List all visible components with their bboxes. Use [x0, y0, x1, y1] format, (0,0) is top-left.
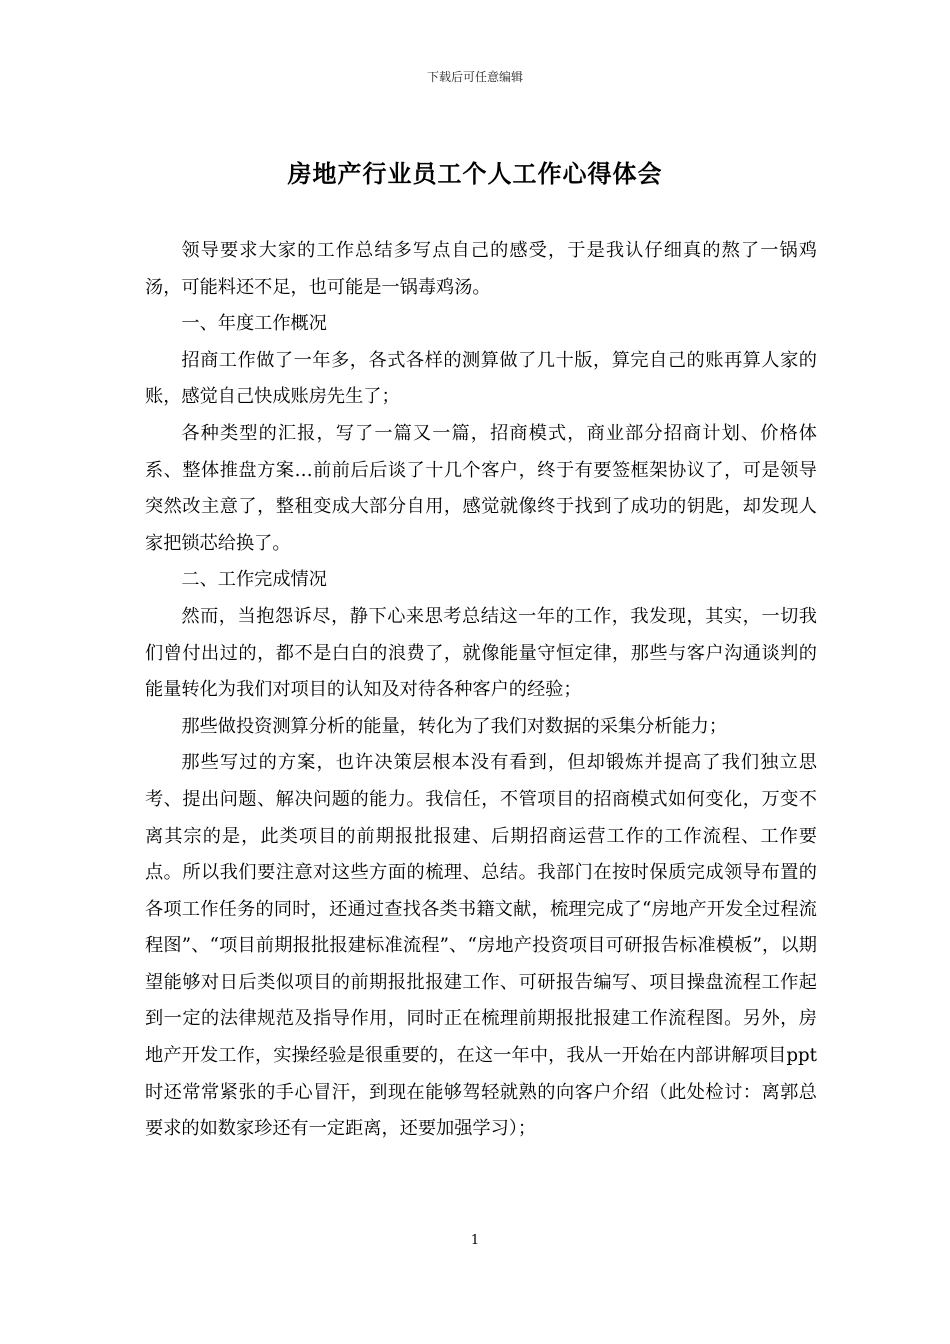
- section-heading-2: 二、工作完成情况: [181, 569, 327, 591]
- page-number: 1: [470, 1233, 480, 1248]
- document-body: [145, 233, 817, 1148]
- section-heading-1: 一、年度工作概况: [181, 313, 327, 335]
- paragraph: 招商工作做了一年多，各式各样的测算做了几十版，算完自己的账再算人家的账，感觉自己快成账房先生了；: [145, 349, 817, 408]
- document-title: 房地产行业员工个人工作心得体会: [287, 159, 663, 188]
- paragraph: 然而，当抱怨诉尽，静下心来思考总结这一年的工作，我发现，其实，一切我们曾付出过的，都不是白白的浪费了，就像能量守恒定律，那些与客户沟通谈判的能量转化为我们对项目的认知及对待各种客户的经验；: [145, 605, 817, 701]
- paragraph: 那些做投资测算分析的能量，转化为了我们对数据的采集分析能力；: [181, 715, 728, 737]
- paragraph-intro: 领导要求大家的工作总结多写点自己的感受，于是我认仔细真的熬了一锅鸡汤，可能料还不足，也可能是一锅毒鸡汤。: [145, 240, 817, 298]
- header-note: 下载后可任意编辑: [426, 70, 523, 84]
- paragraph: 那些写过的方案，也许决策层根本没有看到，但却锻炼并提高了我们独立思考、提出问题、解决问题的能力。我信任，不管项目的招商模式如何变化，万变不离其宗的是，此类项目的前期报批报建、后期招商运营工作的工作流程、工作要点。所以我们要注意对这些方面的梳理、总结。我部门在按时保质完成领导布置的各项工作任务的同时，还通过查找各类书籍文献，梳理完成了“房地产开发全过程流程图”、“项目前期报批报建标准流程”、“房地产投资项目可研报告标准模板”，以期望能够对日后类似项目的前期报批报建工作、可研报告编写、项目操盘流程工作起到一定的法律规范及指导作用，同时正在梳理前期报批报建工作流程图。另外，房地产开发工作，实操经验是很重要的，在这一年中，我从一开始在内部讲解项目ppt时还常常紧张的手心冒汗，到现在能够驾轻就熟的向客户介绍（此处检讨：离郭总要求的如数家珍还有一定距离，还要加强学习）；: [145, 752, 817, 1140]
- paragraph: 各种类型的汇报，写了一篇又一篇，招商模式，商业部分招商计划、价格体系、整体推盘方案…前前后后谈了十几个客户，终于有要签框架协议了，可是领导突然改主意了，整租变成大部分自用，感觉就像终于找到了成功的钥匙，却发现人家把锁芯给换了。: [145, 422, 817, 554]
